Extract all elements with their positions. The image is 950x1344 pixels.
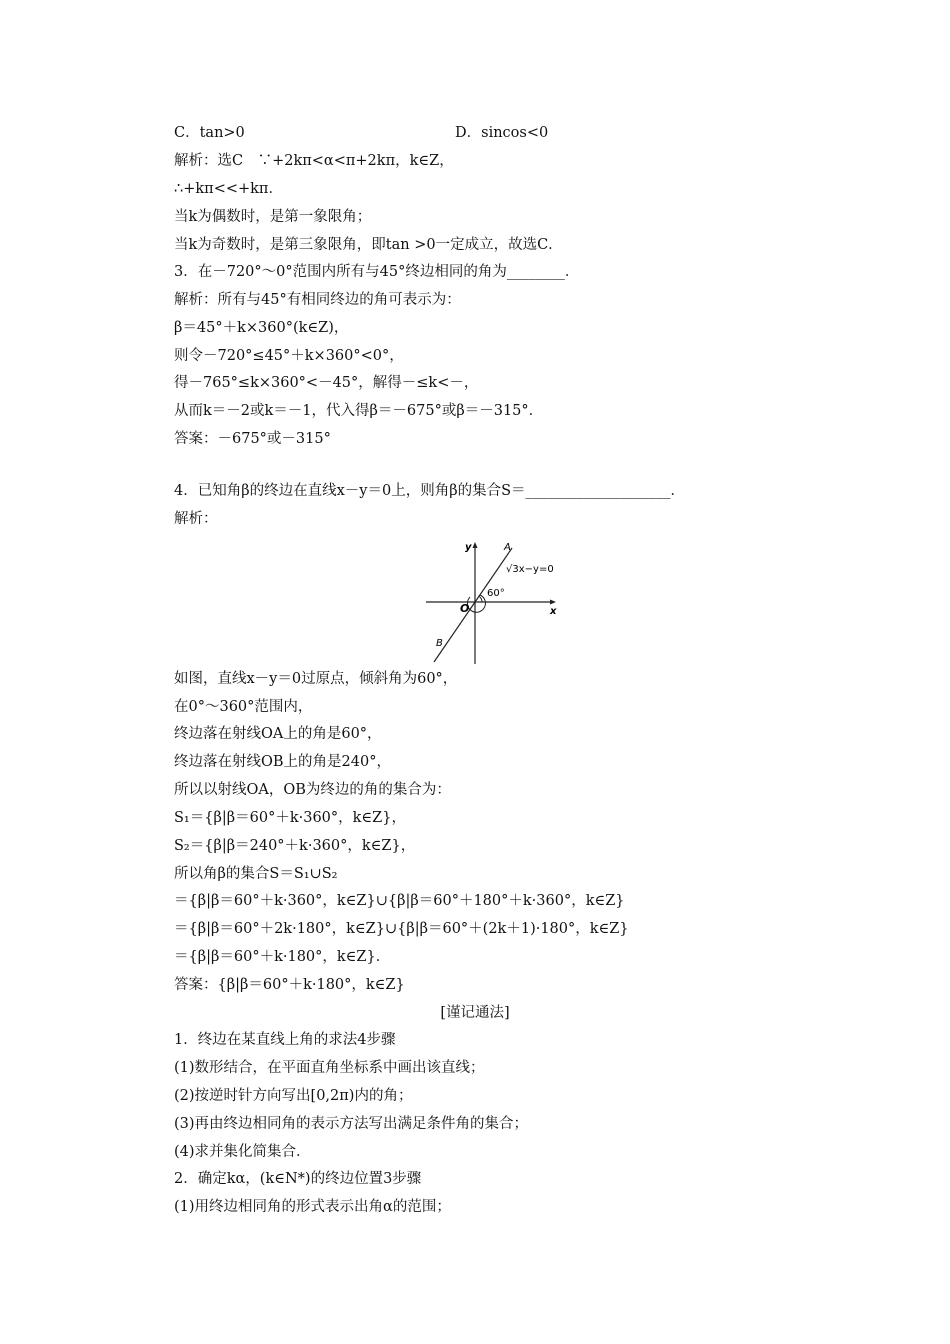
solution-line: 在0°～360°范围内，	[174, 699, 313, 715]
method-step: (1)数形结合，在平面直角坐标系中画出该直线；	[174, 1060, 485, 1076]
section-heading: [谨记通法]	[440, 1005, 510, 1021]
method-heading: 2．确定kα，(k∈N*)的终边位置3步骤	[174, 1171, 422, 1187]
solution-line: β＝45°＋k×360°(k∈Z)，	[174, 320, 349, 336]
y-axis-label: y	[465, 542, 472, 553]
solution-label: 解析：	[174, 511, 218, 527]
solution-line: 解析：选C ∵+2kπ<α<π+2kπ，k∈Z，	[174, 153, 454, 169]
line-equation-label: √3x−y=0	[506, 564, 554, 575]
solution-line: ＝{β|β＝60°＋k·180°，k∈Z}．	[174, 949, 391, 965]
method-step: (1)用终边相同角的形式表示出角α的范围；	[174, 1199, 451, 1215]
angle-label: 60°	[487, 588, 505, 599]
solution-line: ＝{β|β＝60°＋2k·180°，k∈Z}∪{β|β＝60°＋(2k＋1)·180°，k∈Z}	[174, 921, 629, 937]
answer-line: 答案：－675°或－315°	[174, 431, 331, 447]
method-step: (3)再由终边相同角的表示方法写出满足条件角的集合；	[174, 1116, 529, 1132]
question-3: 3．在－720°～0°范围内所有与45°终边相同的角为________．	[174, 264, 580, 280]
point-a-label: A	[504, 542, 511, 553]
coordinate-figure	[420, 534, 570, 666]
solution-line: 当k为偶数时，是第一象限角；	[174, 209, 372, 225]
solution-line: 解析：所有与45°有相同终边的角可表示为：	[174, 292, 461, 308]
solution-line: S₂＝{β|β＝240°＋k·360°，k∈Z}，	[174, 838, 416, 854]
solution-line: 得－765°≤k×360°<－45°，解得－≤k<－，	[174, 375, 479, 391]
method-heading: 1．终边在某直线上角的求法4步骤	[174, 1032, 396, 1048]
option-d: D．sincos<0	[455, 125, 549, 141]
method-step: (4)求并集化简集合．	[174, 1144, 311, 1160]
option-c: C．tan>0	[174, 125, 245, 141]
solution-line: 从而k＝－2或k＝－1，代入得β＝－675°或β＝－315°．	[174, 403, 544, 419]
solution-line: 当k为奇数时，是第三象限角，即tan >0一定成立，故选C．	[174, 237, 563, 253]
answer-line: 答案：{β|β＝60°＋k·180°，k∈Z}	[174, 977, 405, 993]
question-4: 4．已知角β的终边在直线x－y＝0上，则角β的集合S＝____________________．	[174, 483, 686, 499]
solution-line: 所以角β的集合S＝S₁∪S₂	[174, 866, 338, 882]
solution-line: 终边落在射线OB上的角是240°，	[174, 754, 391, 770]
point-b-label: B	[436, 638, 443, 649]
solution-line: ∴+kπ<<+kπ．	[174, 181, 283, 197]
solution-line: 终边落在射线OA上的角是60°，	[174, 726, 382, 742]
solution-line: 如图，直线x－y＝0过原点，倾斜角为60°，	[174, 671, 458, 687]
solution-line: 则令－720°≤45°＋k×360°<0°，	[174, 348, 404, 364]
solution-line: S₁＝{β|β＝60°＋k·360°，k∈Z}，	[174, 810, 406, 826]
solution-line: ＝{β|β＝60°＋k·360°，k∈Z}∪{β|β＝60°＋180°＋k·360°，k∈Z}	[174, 893, 625, 909]
solution-line: 所以以射线OA，OB为终边的角的集合为：	[174, 782, 451, 798]
origin-label: O	[460, 602, 470, 615]
x-axis-label: x	[550, 606, 557, 617]
method-step: (2)按逆时针方向写出[0,2π)内的角；	[174, 1088, 413, 1104]
